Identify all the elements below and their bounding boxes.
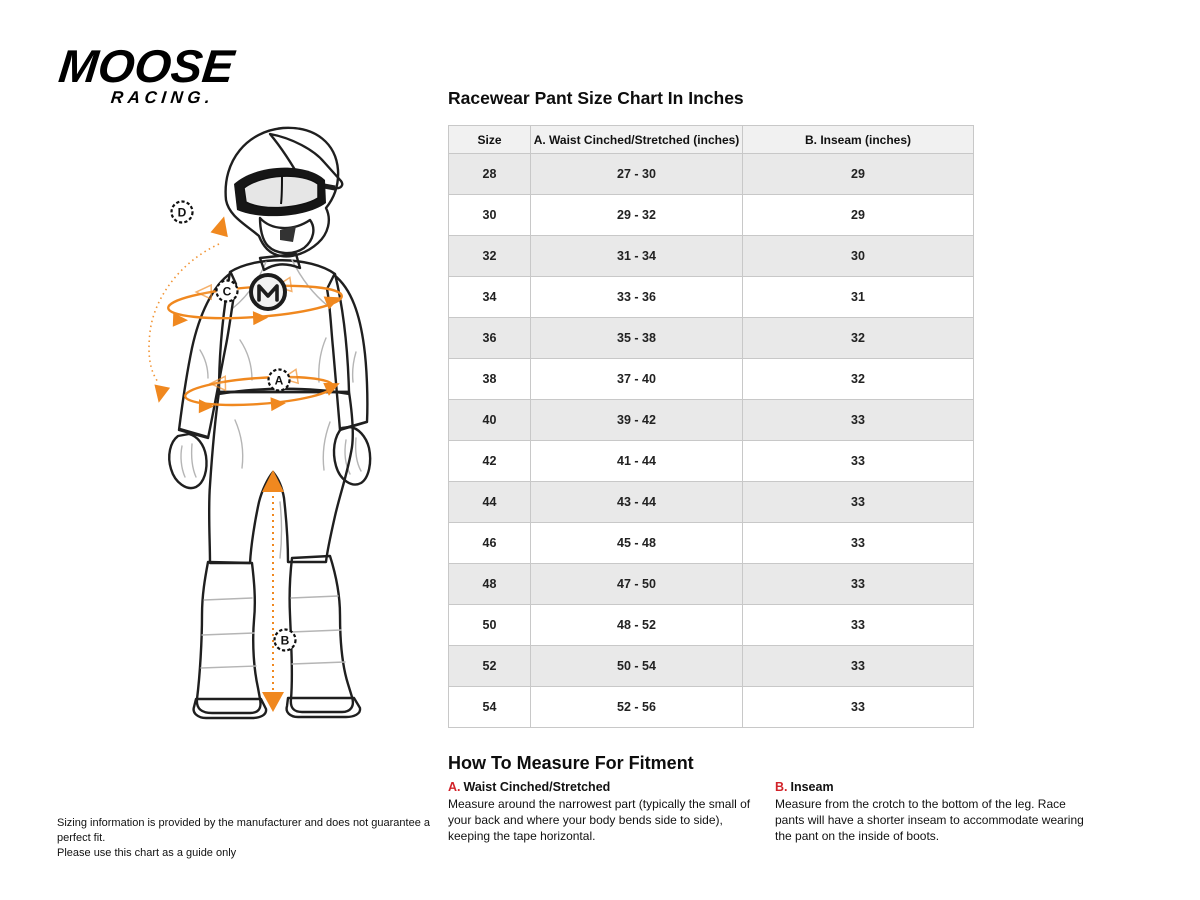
size-table-row-46 [449,523,974,564]
size-table [448,125,974,728]
waist-cell: 50 - 54 [531,646,743,687]
inseam-cell: 33 [743,400,974,441]
svg-text:B: B [280,633,290,648]
waist-cell: 39 - 42 [531,400,743,441]
size-cell: 28 [449,154,531,195]
waist-instructions: Measure around the narrowest part (typically the small of your back and where your body bends side to side), keeping the tape horizontal. [448,797,751,843]
inseam-cell: 29 [743,195,974,236]
inseam-label: Inseam [790,780,834,794]
inseam-cell: 29 [743,154,974,195]
jersey-logo [251,275,285,309]
arrow-up-icon [262,470,284,492]
rider-measurement-diagram [30,100,430,760]
size-table-row-40 [449,400,974,441]
inseam-cell: 32 [743,318,974,359]
brand-logo-racing: RACING. [110,87,216,107]
letter-b-label: B. [775,780,788,794]
arrow-up-icon [210,214,232,237]
letter-a-label: A. [448,780,461,794]
size-table-row-50 [449,605,974,646]
column-header-inseam: B. Inseam (inches) [743,126,974,154]
size-chart-title: Racewear Pant Size Chart In Inches [448,88,744,108]
arrow-down-icon [151,384,170,404]
how-to-measure-waist [448,780,753,845]
size-table-row-54 [449,687,974,728]
svg-text:A: A [274,373,284,388]
column-header-waist: A. Waist Cinched/Stretched (inches) [531,126,743,154]
size-table-body [449,154,974,728]
size-cell: 32 [449,236,531,277]
marker-a [269,370,290,391]
right-boot-sole [287,698,361,717]
inseam-cell: 33 [743,564,974,605]
waist-cell: 52 - 56 [531,687,743,728]
size-table-row-42 [449,441,974,482]
size-cell: 44 [449,482,531,523]
size-cell: 42 [449,441,531,482]
waist-cell: 37 - 40 [531,359,743,400]
goggles-divider [281,176,282,204]
left-boot [197,562,261,713]
how-to-measure-waist-heading [448,780,753,794]
waist-cell: 27 - 30 [531,154,743,195]
size-table-row-28 [449,154,974,195]
inseam-cell: 33 [743,605,974,646]
size-cell: 30 [449,195,531,236]
size-table-row-32 [449,236,974,277]
size-table-row-30 [449,195,974,236]
inseam-cell: 30 [743,236,974,277]
size-cell: 40 [449,400,531,441]
marker-c [217,281,238,302]
inseam-cell: 33 [743,441,974,482]
waist-cell: 43 - 44 [531,482,743,523]
how-to-measure-inseam-heading [775,780,1090,794]
size-table-header-row [449,126,974,154]
brand-logo-moose: MOOSE [56,40,237,92]
inseam-cell: 33 [743,523,974,564]
marker-d [172,202,193,223]
inseam-cell: 32 [743,359,974,400]
size-cell: 38 [449,359,531,400]
left-boot-sole [194,699,266,718]
size-cell: 36 [449,318,531,359]
column-header-size: Size [449,126,531,154]
size-cell: 46 [449,523,531,564]
waist-cell: 29 - 32 [531,195,743,236]
waist-cell: 47 - 50 [531,564,743,605]
brand-logo [56,40,237,108]
marker-b [275,630,296,651]
svg-text:D: D [177,205,187,220]
size-cell: 52 [449,646,531,687]
size-table-row-48 [449,564,974,605]
size-cell: 54 [449,687,531,728]
waist-cell: 33 - 36 [531,277,743,318]
inseam-cell: 33 [743,687,974,728]
inseam-cell: 33 [743,646,974,687]
size-table-row-52 [449,646,974,687]
size-table-row-36 [449,318,974,359]
waist-cell: 48 - 52 [531,605,743,646]
inseam-instructions: Measure from the crotch to the bottom of the leg. Race pants will have a shorter inseam to accommodate wearing the pant on the inside of boots. [775,797,1084,843]
left-glove [169,434,206,488]
inseam-cell: 33 [743,482,974,523]
size-table-row-44 [449,482,974,523]
waist-cell: 35 - 38 [531,318,743,359]
how-to-measure-title: How To Measure For Fitment [448,753,694,773]
disclaimer-line-1: Sizing information is provided by the manufacturer and does not guarantee a perfect fit. [57,817,431,845]
disclaimer-line-2: Please use this chart as a guide only [57,847,237,860]
waist-label: Waist Cinched/Stretched [463,780,611,794]
size-table-row-34 [449,277,974,318]
size-cell: 34 [449,277,531,318]
how-to-measure-inseam [775,780,1090,845]
size-cell: 50 [449,605,531,646]
waist-cell: 45 - 48 [531,523,743,564]
inseam-cell: 31 [743,277,974,318]
sizing-disclaimer [57,816,457,862]
svg-text:C: C [222,284,232,299]
waist-cell: 31 - 34 [531,236,743,277]
waist-cell: 41 - 44 [531,441,743,482]
size-table-row-38 [449,359,974,400]
size-cell: 48 [449,564,531,605]
right-boot [290,556,353,712]
